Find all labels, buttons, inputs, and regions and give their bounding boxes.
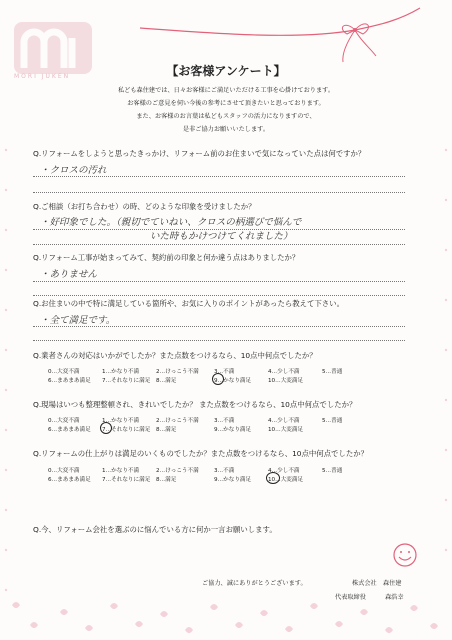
answer-line	[33, 340, 405, 341]
scale-option: 9…かなり満足	[214, 378, 252, 384]
scale-option: 0…大変不満	[48, 369, 80, 375]
scale-option: 0…大変不満	[48, 468, 80, 474]
scale-option: 6…まあまあ満足	[48, 427, 91, 433]
answer-line	[33, 229, 405, 230]
scale-option: 2…けっこう不満	[156, 369, 199, 375]
scale-option: 4…少し不満	[268, 468, 300, 474]
logo-text: MORI JUKEN	[14, 73, 71, 80]
scale-option: 9…かなり満足	[214, 477, 252, 483]
answer-line	[33, 176, 405, 177]
question-4: Q.お住まいの中で特に満足している箇所や、お気に入りのポイントがあったら教えて下さい。	[33, 299, 344, 308]
question-2: Q.ご相談（お打ち合わせ）の時、どのような印象を受けましたか？	[33, 202, 256, 211]
answer-2-line-2: いた時もかけつけてくれました）	[150, 231, 293, 242]
page-title: 【お客様アンケート】	[166, 64, 286, 78]
scale-option: 1…かなり不満	[102, 369, 140, 375]
question-last: Q.今、リフォーム会社を選ぶのに悩んでいる方に何か一言お願いします。	[33, 525, 277, 534]
rating-question-2: Q.現場はいつも整理整頓され、きれいでしたか？ また点数をつけるなら、10点中何点でしたか？	[33, 400, 357, 409]
scale-option: 6…まあまあ満足	[48, 378, 91, 384]
answer-3: ・ありません	[40, 269, 98, 280]
rating-scale-3	[48, 466, 418, 484]
answer-line	[33, 192, 405, 193]
scale-option: 3…不満	[214, 369, 235, 375]
scale-option: 7…それなりに満足	[102, 427, 151, 433]
selected-score-circle	[266, 472, 280, 484]
scale-option: 5…普通	[322, 468, 343, 474]
scale-option: 3…不満	[214, 468, 235, 474]
rating-question-3: Q.リフォームの仕上がりは満足のいくものでしたか？また点数をつけるなら、10点中何点でしたか？	[33, 449, 369, 458]
answer-4: ・全て満足です。	[40, 315, 116, 326]
scale-option: 2…けっこう不満	[156, 468, 199, 474]
scale-option: 1…かなり不満	[102, 468, 140, 474]
scale-option: 10…大変満足	[268, 477, 304, 483]
scale-option: 4…少し不満	[268, 369, 300, 375]
rating-question-1: Q.業者さんの対応はいかがでしたか？また点数をつけるなら、10点中何点でしたか？	[33, 351, 317, 360]
selected-score-circle	[100, 422, 112, 434]
scale-option: 5…普通	[322, 369, 343, 375]
intro-line: 私ども森住建では、日々お客様にご満足いただける工事を心掛けております。	[117, 87, 335, 94]
intro-line: 是非ご協力お願いいたします。	[182, 126, 270, 133]
scale-option: 8…満足	[156, 477, 177, 483]
thanks-text: ご協力、誠にありがとうございます。	[202, 580, 307, 587]
question-1: Q.リフォームをしようと思ったきっかけ、リフォーム前のお住まいで気になっていた点は何ですか？	[33, 149, 366, 158]
scale-option: 6…まあまあ満足	[48, 477, 91, 483]
answer-line	[33, 244, 405, 245]
rating-scale-2	[48, 416, 418, 434]
scale-option: 2…けっこう不満	[156, 418, 199, 424]
scale-option: 7…それなりに満足	[102, 378, 151, 384]
answer-line	[33, 295, 405, 296]
answer-1: ・クロスの汚れ	[40, 165, 107, 176]
scale-option: 3…不満	[214, 418, 235, 424]
answer-2-line-1: ・好印象でした。（親切でていねい、クロスの柄選びで悩んで	[40, 217, 302, 228]
answer-line	[33, 281, 405, 282]
scale-option: 4…少し不満	[268, 418, 300, 424]
answer-line	[33, 326, 405, 327]
intro-text	[0, 84, 452, 136]
smiley-doodle-icon	[390, 540, 420, 570]
intro-line: また、お客様のお言葉は私どもスタッフの活力になりますので、	[136, 113, 316, 120]
scale-option: 8…満足	[156, 427, 177, 433]
question-3: Q.リフォーム工事が始まってみて、契約前の印象と何か違う点はありましたか？	[33, 253, 300, 262]
scale-option: 8…満足	[156, 378, 177, 384]
representative-name: 森浩幸	[385, 594, 404, 601]
representative-role: 代表取締役	[335, 594, 366, 601]
scale-option: 10…大変満足	[268, 378, 304, 384]
scale-option: 10…大変満足	[268, 427, 304, 433]
scale-option: 1…かなり不満	[102, 418, 140, 424]
selected-score-circle	[212, 373, 224, 385]
scale-option: 0…大変不満	[48, 418, 80, 424]
company-name: 株式会社 森住建	[352, 580, 402, 587]
scale-option: 5…普通	[322, 418, 343, 424]
intro-line: お客様のご意見を伺い今後の参考にさせて頂きたいと思っております。	[127, 100, 325, 107]
rating-scale-1	[48, 367, 418, 385]
scale-option: 7…それなりに満足	[102, 477, 151, 483]
scale-option: 9…かなり満足	[214, 427, 252, 433]
